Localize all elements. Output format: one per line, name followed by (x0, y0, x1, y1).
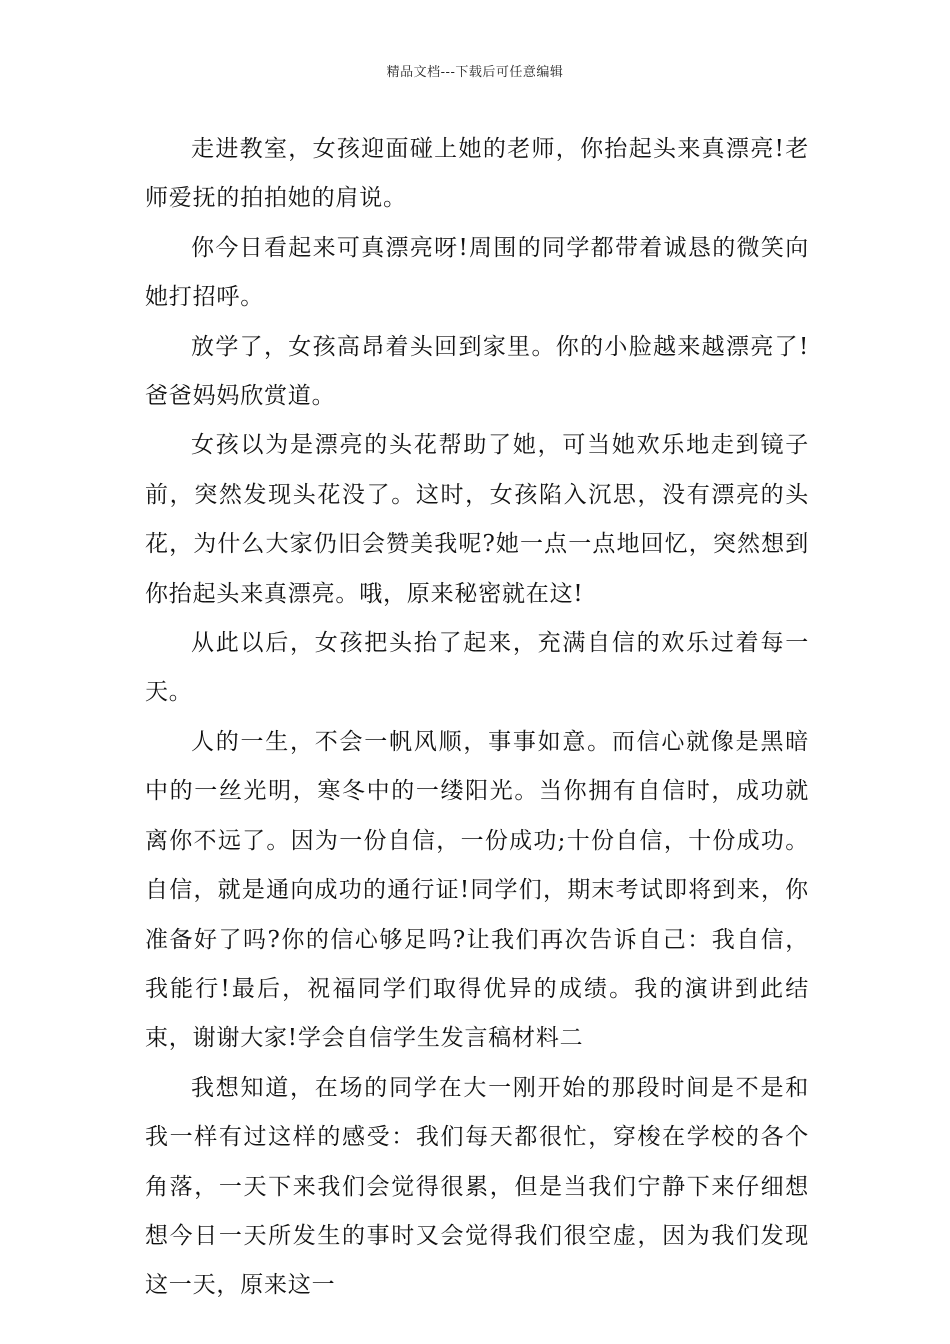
paragraph: 放学了，女孩高昂着头回到家里。你的小脸越来越漂亮了!爸爸妈妈欣赏道。 (145, 333, 809, 410)
paragraph: 人的一生，不会一帆风顺，事事如意。而信心就像是黑暗中的一丝光明，寒冬中的一缕阳光。当你拥有自信时，成功就离你不远了。因为一份自信，一份成功;十份自信，十份成功。自信，就是通向成功的通行证!同学们，期末考试即将到来，你准备好了吗?你的信心够足吗?让我们再次告诉自己：我自信，我能行!最后，祝福同学们取得优异的成绩。我的演讲到此结束，谢谢大家!学会自信学生发言稿材料二 (145, 728, 809, 1052)
paragraph: 从此以后，女孩把头抬了起来，充满自信的欢乐过着每一天。 (145, 630, 809, 706)
paragraph: 我想知道，在场的同学在大一刚开始的那段时间是不是和我一样有过这样的感受：我们每天都很忙，穿梭在学校的各个角落，一天下来我们会觉得很累，但是当我们宁静下来仔细想想今日一天所发生的事时又会觉得我们很空虚，因为我们发现这一天，原来这一 (145, 1074, 809, 1299)
document-body (145, 125, 809, 1311)
paragraph: 你今日看起来可真漂亮呀!周围的同学都带着诚恳的微笑向她打招呼。 (145, 234, 809, 311)
paragraph: 女孩以为是漂亮的头花帮助了她，可当她欢乐地走到镜子前，突然发现头花没了。这时，女孩陷入沉思，没有漂亮的头花，为什么大家仍旧会赞美我呢?她一点一点地回忆，突然想到你抬起头来真漂亮。哦，原来秘密就在这! (145, 432, 809, 607)
page-header: 精品文档---下载后可任意编辑 (386, 65, 564, 80)
paragraph: 走进教室，女孩迎面碰上她的老师，你抬起头来真漂亮!老师爱抚的拍拍她的肩说。 (145, 136, 809, 212)
